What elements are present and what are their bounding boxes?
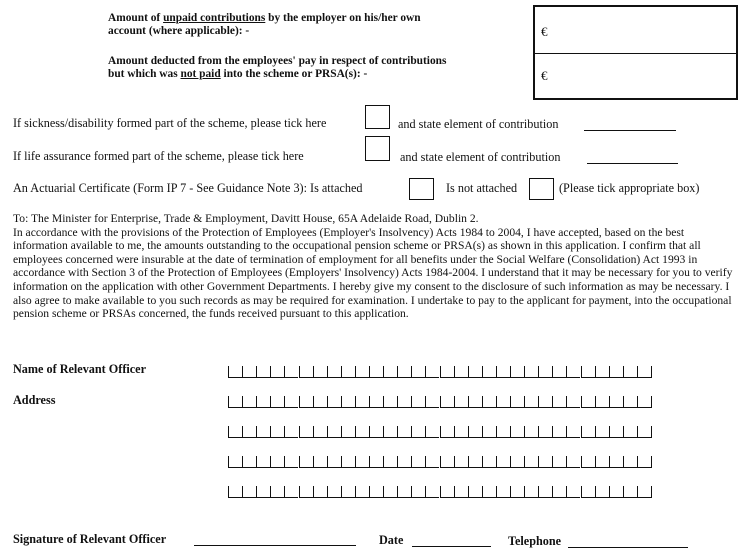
euro-symbol: €	[541, 68, 548, 83]
comb-cell	[440, 396, 454, 408]
comb-cell	[425, 426, 439, 438]
comb-cell	[355, 456, 369, 468]
deducted-line1: Amount deducted from the employees' pay in respect of contributions	[108, 55, 447, 67]
unpaid-suffix: by the employer on his/her own	[265, 12, 421, 24]
comb-cell	[637, 456, 651, 468]
comb-cell	[397, 486, 411, 498]
sickness-tick-box[interactable]	[365, 105, 390, 129]
comb-cell	[454, 366, 468, 378]
officer-name-label: Name of Relevant Officer	[13, 362, 146, 376]
comb-cell	[538, 456, 552, 468]
life-assurance-state-label: and state element of contribution	[400, 150, 561, 164]
comb-cell	[397, 366, 411, 378]
comb-cell	[313, 366, 327, 378]
comb-cell	[411, 396, 425, 408]
comb-cell	[228, 486, 242, 498]
comb-cell	[552, 396, 566, 408]
comb-cell	[510, 456, 524, 468]
comb-cell	[341, 366, 355, 378]
deducted-contributions-label	[108, 55, 446, 81]
comb-cell	[482, 366, 496, 378]
comb-cell	[510, 486, 524, 498]
sickness-label: If sickness/disability formed part of the scheme, please tick here	[13, 116, 327, 130]
comb-cell	[623, 426, 637, 438]
comb-cell	[369, 366, 383, 378]
telephone-field[interactable]	[568, 547, 688, 548]
comb-cell	[440, 426, 454, 438]
comb-cell	[313, 396, 327, 408]
deducted-amount-field[interactable]	[541, 68, 548, 84]
comb-cell	[609, 486, 623, 498]
comb-end	[651, 366, 652, 378]
comb-cell	[383, 456, 397, 468]
telephone-label: Telephone	[508, 534, 562, 548]
life-assurance-label: If life assurance formed part of the scheme, please tick here	[13, 149, 304, 163]
address-label: Address	[13, 393, 56, 407]
comb-cell	[397, 396, 411, 408]
unpaid-line2: account (where applicable): -	[108, 25, 250, 37]
comb-cell	[313, 486, 327, 498]
comb-cell	[425, 486, 439, 498]
comb-cell	[242, 456, 256, 468]
comb-cell	[468, 486, 482, 498]
comb-cell	[440, 456, 454, 468]
comb-cell	[637, 426, 651, 438]
comb-cell	[284, 396, 298, 408]
comb-cell	[623, 366, 637, 378]
comb-cell	[256, 396, 270, 408]
comb-cell	[510, 396, 524, 408]
unpaid-contributions-label	[108, 12, 421, 38]
comb-end	[651, 396, 652, 408]
comb-cell	[341, 486, 355, 498]
sickness-state-label: and state element of contribution	[398, 117, 559, 131]
comb-cell	[566, 486, 580, 498]
comb-cell	[242, 486, 256, 498]
comb-cell	[510, 426, 524, 438]
comb-cell	[496, 486, 510, 498]
signature-field[interactable]	[194, 545, 356, 546]
sickness-contribution-field[interactable]	[584, 130, 676, 131]
comb-cell	[454, 396, 468, 408]
comb-cell	[454, 426, 468, 438]
comb-cell	[369, 426, 383, 438]
not-attached-label: Is not attached	[446, 181, 518, 195]
comb-cell	[496, 366, 510, 378]
comb-cell	[581, 486, 595, 498]
comb-cell	[270, 456, 284, 468]
comb-cell	[327, 396, 341, 408]
comb-cell	[369, 456, 383, 468]
comb-cell	[341, 426, 355, 438]
comb-cell	[468, 366, 482, 378]
comb-cell	[538, 426, 552, 438]
comb-cell	[228, 366, 242, 378]
comb-cell	[496, 456, 510, 468]
comb-cell	[284, 486, 298, 498]
comb-cell	[327, 426, 341, 438]
comb-cell	[425, 456, 439, 468]
comb-cell	[552, 456, 566, 468]
comb-cell	[524, 486, 538, 498]
comb-cell	[637, 366, 651, 378]
comb-cell	[313, 426, 327, 438]
comb-cell	[256, 366, 270, 378]
comb-cell	[383, 366, 397, 378]
comb-cell	[524, 366, 538, 378]
comb-cell	[270, 486, 284, 498]
declaration-body: In accordance with the provisions of the Protection of Employees (Employer's Insolvency) Acts 1984 to 2004, I have accepted, based on the best information available to me, the amounts outstanding to the occupational pension scheme or PRSA(s) as shown in this application. I confirm that all employees concerned were insurable at the date of termination of employment for all benefits under the Social Welfare (Consolidation) Act 1993 in accordance with Section 3 of the Protection of Employees (Employers' Insolvency) Acts 1984-2004. I understand that it may be necessary for you to verify information on the application with other Government Departments. I hereby give my consent to the disclosure of such information as may be necessary. I also agree to make available to you such records as may be required for examination. I undertake to pay to the applicant for payment, into the occupational pension scheme or PRSAs concerned, the funds received pursuant to this application.	[13, 225, 733, 321]
comb-cell	[524, 456, 538, 468]
comb-cell	[284, 426, 298, 438]
comb-cell	[256, 456, 270, 468]
date-label: Date	[379, 533, 404, 547]
comb-cell	[595, 486, 609, 498]
comb-end	[651, 486, 652, 498]
comb-cell	[595, 456, 609, 468]
deducted-prefix: but which was	[108, 68, 181, 80]
comb-cell	[440, 366, 454, 378]
comb-cell	[552, 366, 566, 378]
comb-cell	[581, 456, 595, 468]
life-assurance-tick-box[interactable]	[365, 136, 390, 161]
comb-cell	[538, 486, 552, 498]
comb-cell	[566, 456, 580, 468]
tick-instruction: (Please tick appropriate box)	[559, 181, 700, 195]
comb-cell	[623, 456, 637, 468]
comb-cell	[256, 426, 270, 438]
deducted-word: not paid	[180, 68, 221, 80]
comb-cell	[510, 366, 524, 378]
comb-cell	[355, 396, 369, 408]
comb-cell	[609, 396, 623, 408]
comb-cell	[454, 486, 468, 498]
comb-cell	[468, 426, 482, 438]
comb-cell	[284, 456, 298, 468]
comb-cell	[411, 486, 425, 498]
comb-cell	[299, 426, 313, 438]
comb-cell	[566, 396, 580, 408]
comb-cell	[341, 396, 355, 408]
comb-cell	[411, 366, 425, 378]
comb-cell	[538, 366, 552, 378]
comb-cell	[440, 486, 454, 498]
comb-cell	[284, 366, 298, 378]
comb-cell	[609, 426, 623, 438]
comb-cell	[524, 426, 538, 438]
actuarial-attached-tick-box[interactable]	[409, 178, 434, 200]
comb-cell	[299, 396, 313, 408]
comb-cell	[256, 486, 270, 498]
comb-cell	[595, 366, 609, 378]
comb-cell	[637, 486, 651, 498]
comb-cell	[609, 366, 623, 378]
comb-cell	[581, 396, 595, 408]
comb-cell	[581, 426, 595, 438]
amounts-divider	[533, 53, 738, 54]
declaration	[13, 212, 733, 321]
comb-cell	[496, 426, 510, 438]
unpaid-amount-field[interactable]	[541, 24, 548, 40]
comb-cell	[566, 366, 580, 378]
comb-cell	[595, 426, 609, 438]
comb-cell	[327, 486, 341, 498]
comb-cell	[242, 366, 256, 378]
comb-cell	[383, 396, 397, 408]
comb-cell	[355, 486, 369, 498]
comb-cell	[299, 366, 313, 378]
date-field[interactable]	[412, 546, 491, 547]
comb-cell	[454, 456, 468, 468]
comb-cell	[482, 396, 496, 408]
comb-cell	[609, 456, 623, 468]
comb-cell	[270, 396, 284, 408]
comb-cell	[397, 456, 411, 468]
actuarial-label: An Actuarial Certificate (Form IP 7 - See Guidance Note 3): Is attached	[13, 181, 363, 195]
comb-cell	[538, 396, 552, 408]
comb-cell	[327, 366, 341, 378]
comb-end	[651, 426, 652, 438]
comb-cell	[468, 456, 482, 468]
comb-cell	[313, 456, 327, 468]
comb-cell	[425, 366, 439, 378]
signature-label: Signature of Relevant Officer	[13, 532, 167, 546]
comb-end	[651, 456, 652, 468]
comb-cell	[383, 426, 397, 438]
comb-cell	[552, 426, 566, 438]
comb-cell	[369, 396, 383, 408]
unpaid-word: unpaid contributions	[163, 12, 266, 24]
actuarial-not-attached-tick-box[interactable]	[529, 178, 554, 200]
euro-symbol: €	[541, 24, 548, 39]
comb-cell	[228, 456, 242, 468]
comb-cell	[411, 426, 425, 438]
comb-cell	[552, 486, 566, 498]
comb-cell	[270, 366, 284, 378]
comb-cell	[482, 486, 496, 498]
comb-cell	[242, 426, 256, 438]
comb-cell	[397, 426, 411, 438]
comb-cell	[383, 486, 397, 498]
comb-cell	[228, 396, 242, 408]
comb-cell	[623, 486, 637, 498]
comb-cell	[299, 456, 313, 468]
comb-cell	[327, 456, 341, 468]
comb-cell	[637, 396, 651, 408]
comb-cell	[482, 456, 496, 468]
comb-cell	[369, 486, 383, 498]
comb-cell	[524, 396, 538, 408]
comb-cell	[623, 396, 637, 408]
comb-cell	[299, 486, 313, 498]
comb-cell	[355, 426, 369, 438]
comb-cell	[341, 456, 355, 468]
comb-cell	[242, 396, 256, 408]
comb-cell	[270, 426, 284, 438]
comb-cell	[581, 366, 595, 378]
comb-cell	[355, 366, 369, 378]
deducted-suffix: into the scheme or PRSA(s): -	[220, 68, 368, 80]
comb-cell	[566, 426, 580, 438]
minister-address: To: The Minister for Enterprise, Trade & Employment, Davitt House, 65A Adelaide Road, Dublin 2.	[13, 212, 479, 225]
comb-cell	[411, 456, 425, 468]
unpaid-prefix: Amount of	[108, 12, 164, 24]
comb-cell	[425, 396, 439, 408]
comb-cell	[595, 396, 609, 408]
comb-cell	[468, 396, 482, 408]
comb-cell	[496, 396, 510, 408]
comb-cell	[228, 426, 242, 438]
comb-cell	[482, 426, 496, 438]
life-assurance-contribution-field[interactable]	[587, 163, 678, 164]
